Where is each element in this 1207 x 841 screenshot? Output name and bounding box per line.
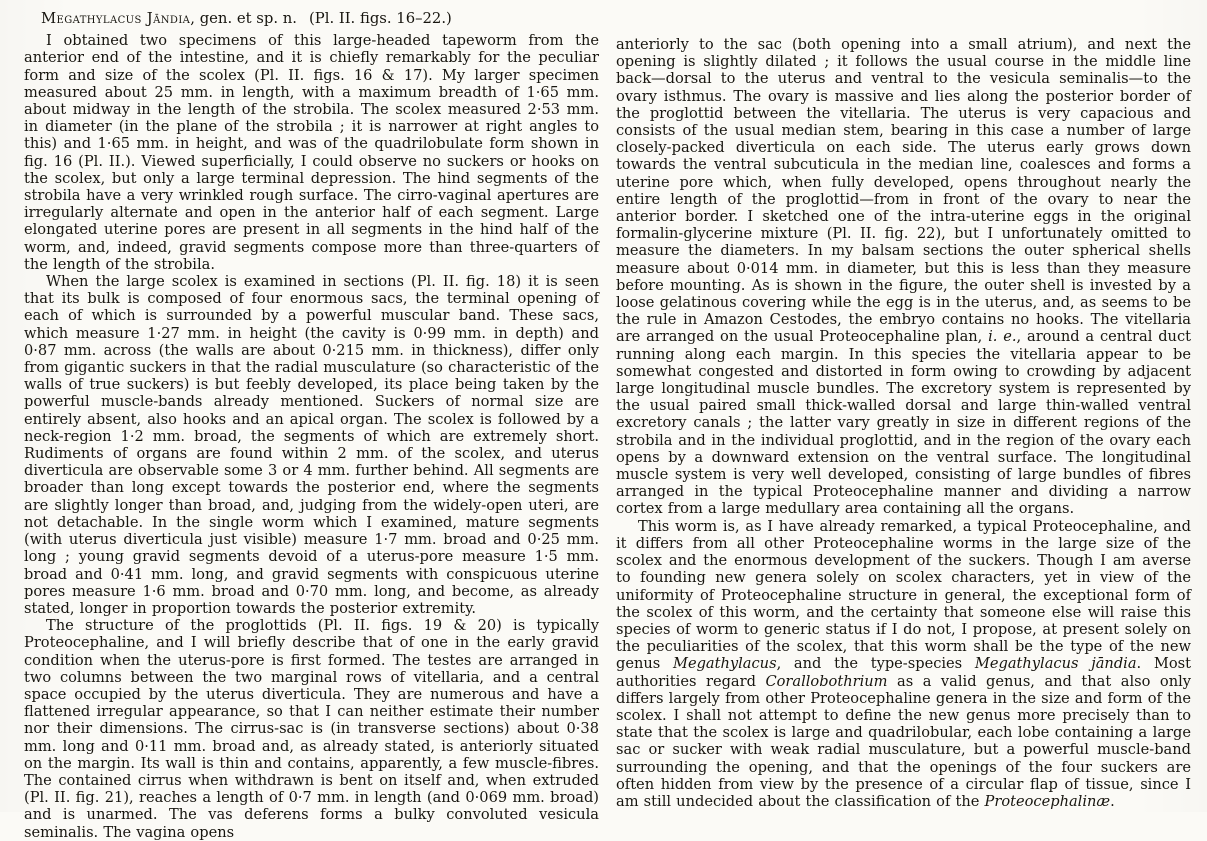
paragraph-right-1: anteriorly to the sac (both opening into a small atrium), and next the opening is slightly dilated ; it follows the usual course in the middle line back—dorsal to the uterus and ventral to the vesicula seminalis—to the ovary isthmus. The ovary is massive and lies along the posterior border of the proglottid between the vitellaria. The uterus is very capacious and consists of the usual median stem, bearing in this case a number of large closely-packed diverticula on each side. The uterus early grows down towards the ventral subcuticula in the median line, coalesces and forms a uterine pore which, when fully developed, opens throughout nearly the entire length of the proglottid—from in front of the ovary to near the anterior border. I sketched one of the intra-uterine eggs in the original formalin-glycerine mixture (Pl. II. fig. 22), but I unfortunately omitted to measure the diameters. In my balsam sections the outer spherical shells measure about 0·014 mm. in diameter, but this is less than they measure before mounting. As is shown in the figure, the outer shell is invested by a loose gelatinous covering while the egg is in the uterus, and, as seems to be the rule in Amazon Cestodes, the embryo contains no hooks. The vitellaria are arranged on the usual Proteocephaline plan, i. e., around a central duct running along each margin. In this species the vitellaria appear to be somewhat congested and distorted in form owing to crowding by adjacent large longitudinal muscle bundles. The excretory system is represented by the usual paired small thick-walled dorsal and large thin-walled ventral excretory canals ; the latter vary greatly in size in different regions of the strobila and in the individual proglottid, and in the region of the ovary each opens by a downward extension on the ventral surface. The longitudinal muscle system is very well developed, consisting of large bundles of fibres arranged in the typical Proteocephaline manner and dividing a narrow cortex from a large medullary area containing all the organs. (616, 36, 1191, 518)
heading-suffix: , gen. et sp. n. (190, 10, 297, 27)
species-name: Megathylacus Jāndia (41, 10, 191, 27)
paragraph-right-2: This worm is, as I have already remarked, a typical Proteocephaline, and it differs from all other Proteocephaline worms in the large size of the scolex and the enormous development of the suckers. Though I am averse to founding new genera solely on scolex characters, yet in view of the uniformity of Proteocephaline structure in general, the exceptional form of the scolex of this worm, and the certainty that someone else will raise this species of worm to generic status if I do not, I propose, at present solely on the peculiarities of the scolex, that this worm shall be the type of the new genus Megathylacus, and the type-species Megathylacus jāndia. Most authorities regard Corallobothrium as a valid genus, and that also only differs largely from other Proteocephaline genera in the size and form of the scolex. I shall not attempt to define the new genus more precisely than to state that the scolex is large and quadrilobular, each lobe containing a large sac or sucker with weak radial musculature, but a powerful muscle-band surrounding the opening, and that the openings of the four suckers are often hidden from view by the presence of a circular flap of tissue, since I am still undecided about the classification of the Proteocephalinæ. (616, 517, 1191, 810)
paragraph-left-1: I obtained two specimens of this large-headed tapeworm from the anterior end of the intestine, and it is chiefly remarkably for the peculiar form and size of the scolex (Pl. II. figs. 16 & 17). My larger specimen measured about 25 mm. in length, with a maximum breadth of 1·65 mm. about midway in the length of the strobila. The scolex measured 2·53 mm. in diameter (in the plane of the strobila ; it is narrower at right angles to this) and 1·65 mm. in height, and was of the quadrilobulate form shown in fig. 16 (Pl. II.). Viewed superficially, I could observe no suckers or hooks on the scolex, but only a large terminal depression. The hind segments of the strobila have a very wrinkled rough surface. The cirro-vaginal apertures are irregularly alternate and open in the anterior half of each segment. Large elongated uterine pores are present in all segments in the hind half of the worm, and, indeed, gravid segments compose more than three-quarters of the length of the strobila. (24, 32, 599, 273)
paragraph-left-3: The structure of the proglottids (Pl. II. figs. 19 & 20) is typically Proteocephaline, and I will briefly describe that of one in the early gravid condition when the uterus-pore is first formed. The testes are arranged in two columns between the two marginal rows of vitellaria, and a central space occupied by the uterus diverticula. They are numerous and have a flattened irregular appearance, so that I can neither estimate their number nor their dimensions. The cirrus-sac is (in transverse sections) about 0·38 mm. long and 0·11 mm. broad and, as already stated, is anteriorly situated on the margin. Its wall is thin and contains, apparently, a few muscle-fibres. The contained cirrus when withdrawn is bent on itself and, when extruded (Pl. II. fig. 21), reaches a length of 0·7 mm. in length (and 0·069 mm. broad) and is unarmed. The vas deferens forms a bulky convoluted vesicula seminalis. The vagina opens (24, 617, 599, 841)
paragraph-left-2: When the large scolex is examined in sections (Pl. II. fig. 18) it is seen that its bulk is composed of four enormous sacs, the terminal opening of each of which is surrounded by a powerful muscular band. These sacs, which measure 1·27 mm. in height (the cavity is 0·99 mm. in depth) and 0·87 mm. across (the walls are about 0·215 mm. in thickness), differ only from gigantic suckers in that the radial musculature (so characteristic of the walls of true suckers) is but feebly developed, its place being taken by the powerful muscle-bands already mentioned. Suckers of normal size are entirely absent, also hooks and an apical organ. The scolex is followed by a neck-region 1·2 mm. broad, the segments of which are extremely short. Rudiments of organs are found within 2 mm. of the scolex, and uterus diverticula are observable some 3 or 4 mm. further behind. All segments are broader than long except towards the posterior end, where the segments are slightly longer than broad, and, judging from the widely-open uteri, are not detachable. In the single worm which I examined, mature segments (with uterus diverticula just visible) measure 1·7 mm. broad and 0·25 mm. long ; young gravid segments devoid of a uterus-pore measure 1·5 mm. broad and 0·41 mm. long, and gravid segments with conspicuous uterine pores measure 1·6 mm. broad and 0·70 mm. long, and become, as already stated, longer in proportion towards the posterior extremity. (24, 273, 599, 617)
left-column (24, 10, 599, 841)
heading-figure-ref: (Pl. II. figs. 16–22.) (308, 10, 452, 27)
species-heading (24, 10, 599, 27)
right-column (616, 10, 1191, 812)
